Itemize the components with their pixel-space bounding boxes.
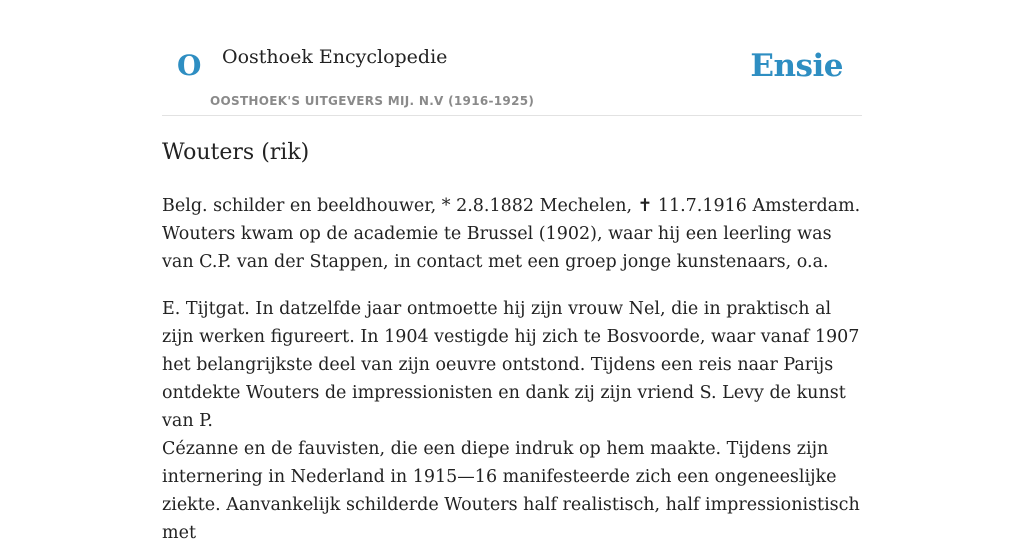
page: [162, 0, 862, 543]
entry-paragraph: Cézanne en de fauvisten, die een diepe indruk op hem maakte. Tijdens zijn internering in Nederland in 1915—16 manifesteerde zich een ongeneeslijke ziekte. Aanvankelijk schilderde Wouters half realistisch, half impressionistisch met: [162, 439, 860, 543]
entry-paragraph: Belg. schilder en beeldhouwer, * 2.8.1882 Mechelen, ✝ 11.7.1916 Amsterdam. Wouters kwam op de academie te Brussel (1902), waar hij een leerling was van C.P. van der Stappen, in contact met een groep jonge kunstenaars, o.a.: [162, 196, 861, 272]
entry-paragraph: E. Tijtgat. In datzelfde jaar ontmoette hij zijn vrouw Nel, die in praktisch al zijn werken figureert. In 1904 vestigde hij zich te Bosvoorde, waar vanaf 1907 het belangrijkste deel van zijn oeuvre ontstond. Tijdens een reis naar Parijs ontdekte Wouters de impressionisten en dank zij zijn vriend S. Levy de kunst van P.: [162, 299, 860, 431]
book-header: [162, 0, 862, 116]
publisher-line: OOSTHOEK'S UITGEVERS MIJ. N.V (1916-1925): [210, 94, 535, 108]
book-logo[interactable]: O: [177, 49, 202, 82]
book-title[interactable]: Oosthoek Encyclopedie: [222, 46, 448, 68]
ensie-logo[interactable]: Ensie: [750, 48, 843, 84]
entry-title: Wouters (rik): [162, 140, 310, 165]
